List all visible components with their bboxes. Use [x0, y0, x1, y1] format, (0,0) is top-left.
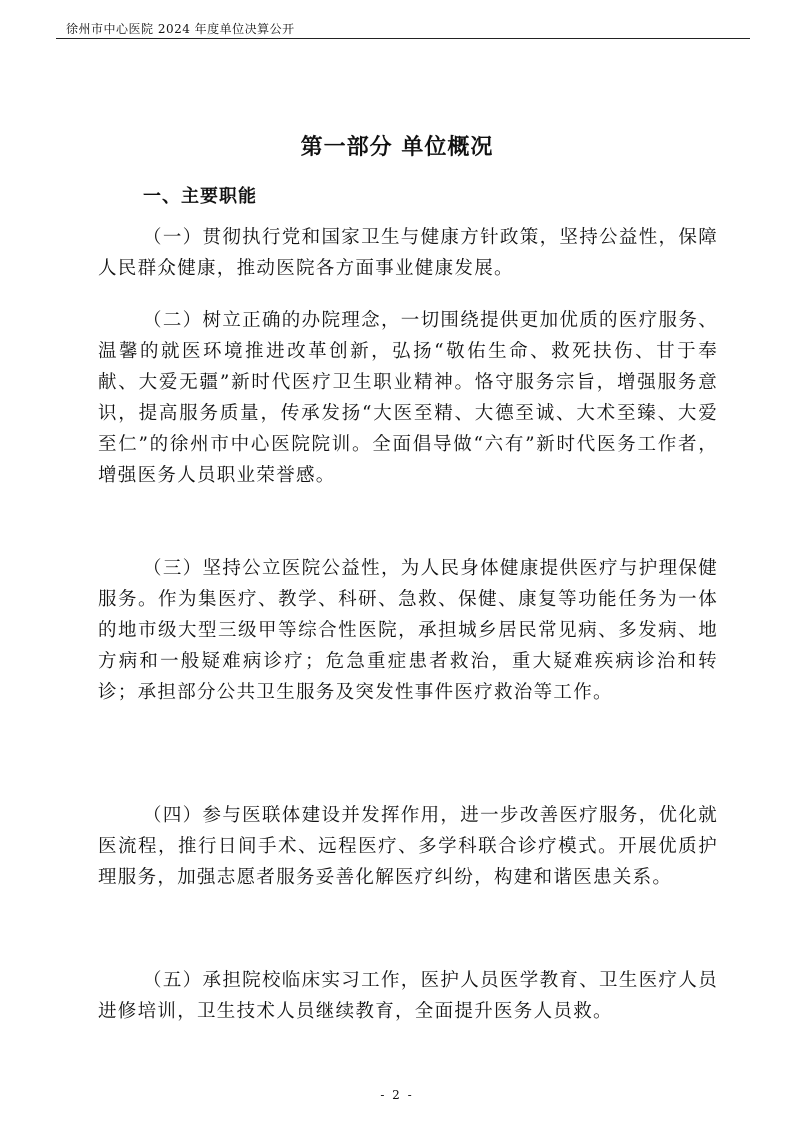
part-title: 第一部分 单位概况 — [300, 135, 494, 160]
paragraph-2: （二）树立正确的办院理念，一切围绕提供更加优质的医疗服务、温馨的就医环境推进改革创新，弘扬“敬佑生命、救死扶伤、甘于奉献、大爱无疆”新时代医疗卫生职业精神。恪守服务宗旨，增强服务意识，提高服务质量，传承发扬“大医至精、大德至诚、大术至臻、大爱至仁”的徐州市中心医院院训。全面倡导做“六有”新时代医务工作者，增强医务人员职业荣誉感。 — [98, 310, 718, 486]
paragraph-1: （一）贯彻执行党和国家卫生与健康方针政策，坚持公益性，保障人民群众健康，推动医院各方面事业健康发展。 — [98, 227, 718, 279]
section-heading: 一、主要职能 — [143, 186, 257, 207]
page-number: - 2 - — [380, 1088, 414, 1102]
paragraph-4: （四）参与医联体建设并发挥作用，进一步改善医疗服务，优化就医流程，推行日间手术、远程医疗、多学科联合诊疗模式。开展优质护理服务，加强志愿者服务妥善化解医疗纠纷，构建和谐医患关系。 — [98, 805, 718, 888]
header-title: 徐州市中心医院 2024 年度单位决算公开 — [66, 22, 295, 36]
paragraph-3: （三）坚持公立医院公益性，为人民身体健康提供医疗与护理保健服务。作为集医疗、教学、科研、急救、保健、康复等功能任务为一体的地市级大型三级甲等综合性医院，承担城乡居民常见病、多发病、地方病和一般疑难病诊疗；危急重症患者救治，重大疑难疾病诊治和转诊；承担部分公共卫生服务及突发性事件医疗救治等工作。 — [98, 558, 718, 703]
page-header — [56, 18, 750, 39]
paragraph-5: （五）承担院校临床实习工作，医护人员医学教育、卫生医疗人员进修培训，卫生技术人员继续教育，全面提升医务人员救。 — [98, 970, 718, 1022]
